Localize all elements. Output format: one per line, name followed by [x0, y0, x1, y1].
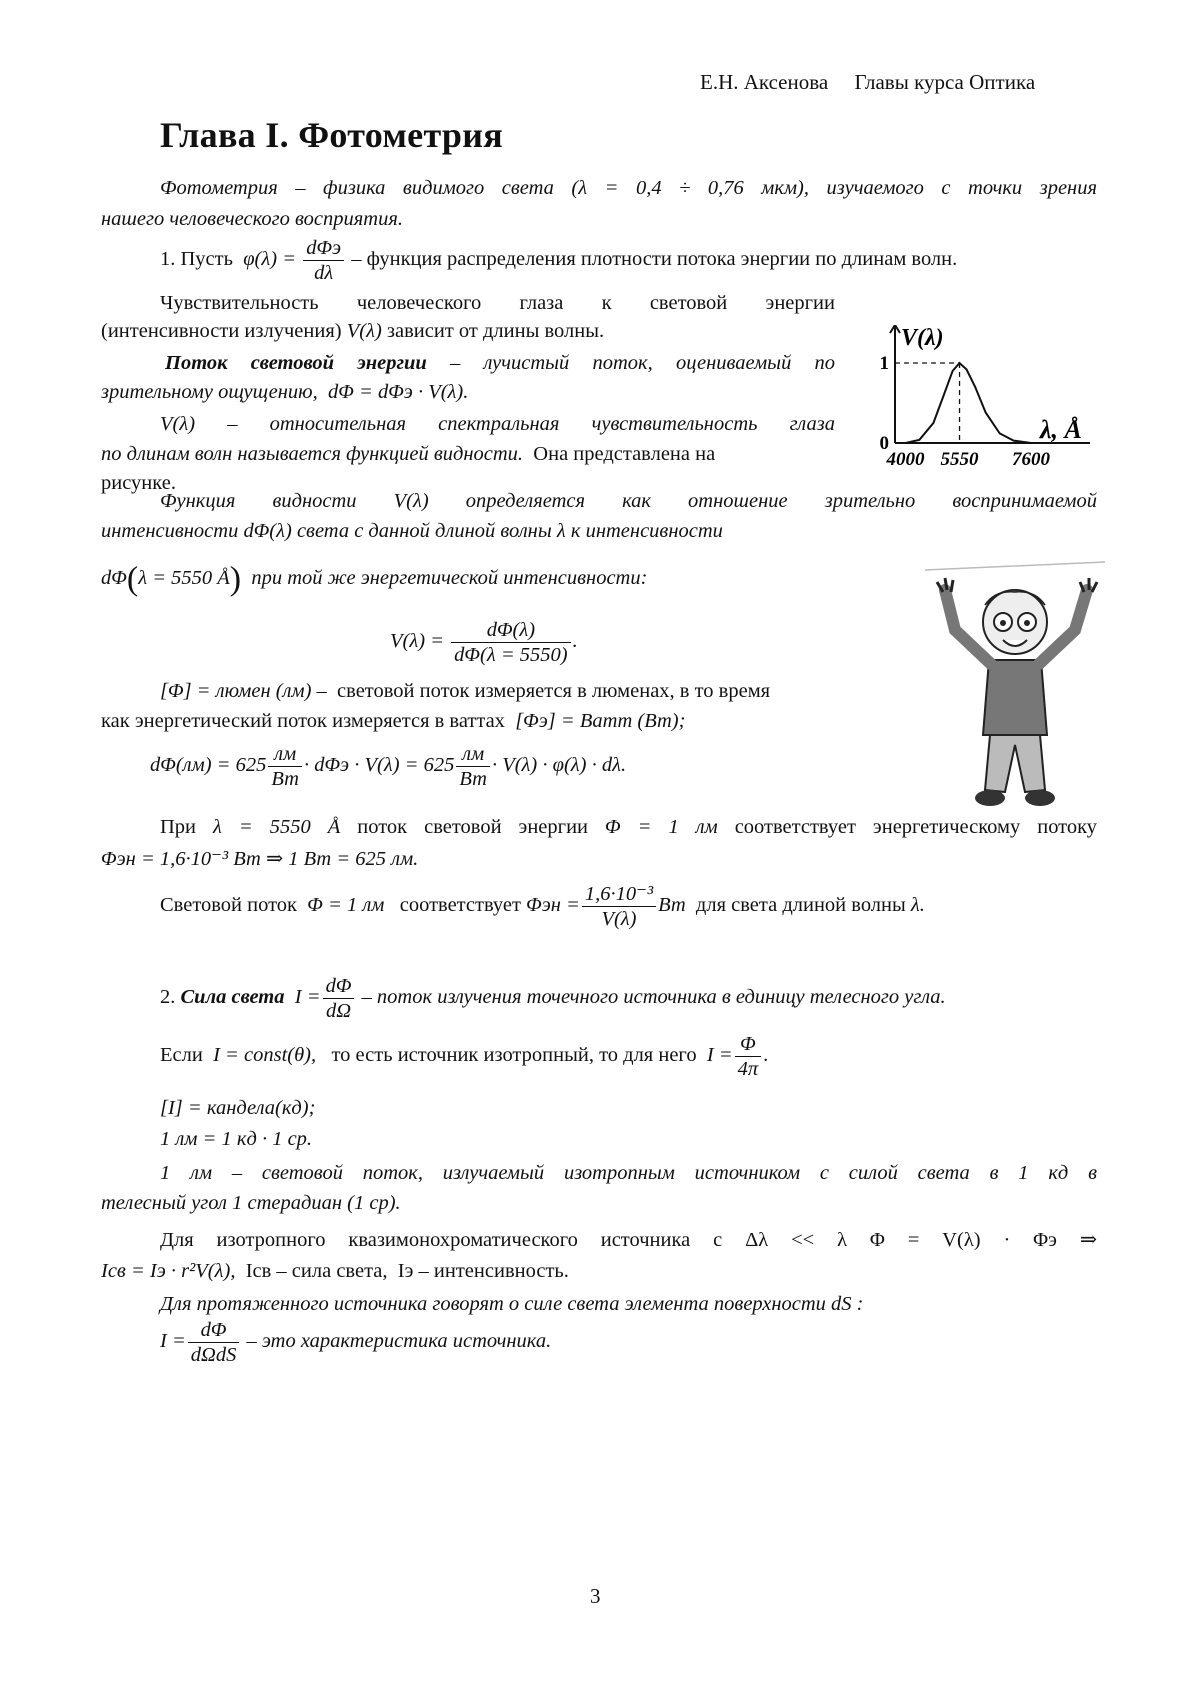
p1-fraction: $\frac{\text{dΦэ}}{d\lambda}$: [303, 236, 344, 285]
flux-equivalence-line: Световой поток Φ = 1 лм соответствует Φэн = $\frac{\text{1,6·10⁻³}}{V(\lambda)}$ Вт для света длиной волны λ.: [160, 883, 925, 930]
chart-y-label: V(λ): [901, 325, 944, 351]
chart-x-label: λ, Å: [1040, 415, 1082, 444]
isotropic-line: Если I = const(θ), то есть источник изотропный, то для него I = $\frac{\Phi}{4\pi}$ .: [160, 1033, 769, 1080]
page-number: 3: [590, 1584, 601, 1608]
x-tick-label: 5550: [940, 449, 979, 470]
lumen-text-line-1: 1 лм – световой поток, излучаемый изотропным источником с силой света в 1 кд в: [160, 1162, 1097, 1184]
vdef-line-2: интенсивности dΦ(λ) света с данной длиной волны λ к интенсивности: [101, 520, 723, 542]
units-line-1: [Φ] = люмен (лм) – световой поток измеряется в люменах, в то время: [160, 680, 771, 702]
chapter-title: Глава I. Фотометрия: [160, 115, 504, 155]
flow-line-2: зрительному ощущению, dΦ = dΦэ · V(λ).: [101, 381, 469, 403]
header-author: Е.Н. Аксенова: [700, 70, 829, 94]
sens-line-2: (интенсивности излучения) V(λ) зависит от длины волны.: [101, 320, 605, 342]
x-tick-label: 7600: [1012, 449, 1051, 470]
visibility-curve: [906, 363, 1032, 443]
sens-line-1: Чувствительность человеческого глаза к световой энергии: [160, 292, 835, 314]
intro-line-1: Фотометрия – физика видимого света (λ = 0,4 ÷ 0,76 мкм), изучаемого с точки зрения: [160, 177, 1097, 199]
visibility-chart: [865, 325, 1100, 480]
quasi-line-2: Iсв = Iэ · r²V(λ), Iсв – сила света, Iэ – интенсивность.: [101, 1260, 569, 1282]
vdef-line-1: Функция видности V(λ) определяется как отношение зрительно воспринимаемой: [160, 490, 1097, 512]
quasi-line-1: Для изотропного квазимонохроматического источника с Δλ << λ Φ = V(λ) · Φэ ⇒: [160, 1229, 1097, 1251]
jumping-boy-illustration: [915, 560, 1115, 820]
vis-line-1: V(λ) – относительная спектральная чувствительность глаза: [160, 413, 835, 435]
chart-tick-labels: [880, 353, 1051, 470]
at5550-line-1: При λ = 5550 Å поток световой энергии Φ = 1 лм соответствует энергетическому потоку: [160, 816, 1098, 838]
vis-line-2: по длинам волн называется функцией видности. Она представлена на: [101, 443, 716, 465]
header-course: Главы курса Оптика: [854, 70, 1036, 94]
candela-unit: [I] = кандела(кд);: [160, 1097, 316, 1119]
vdef-line-3: dΦ(λ = 5550 Å) при той же энергетической интенсивности:: [101, 560, 648, 598]
intro-line-2: нашего человеческого восприятия.: [101, 208, 404, 230]
y-tick-label: 1: [879, 353, 889, 374]
extended-line-2: I = $\frac{d\Phi}{\text{dΩdS}}$ – это характеристика источника.: [160, 1319, 552, 1366]
at5550-line-2: Φэн = 1,6·10⁻³ Вт ⇒ 1 Вт = 625 лм.: [101, 848, 419, 870]
y-tick-label: 0: [879, 433, 889, 454]
lumen-text-line-2: телесный угол 1 стерадиан (1 ср).: [101, 1192, 401, 1214]
extended-line-1: Для протяженного источника говорят о силе света элемента поверхности dS :: [160, 1293, 864, 1315]
formula-lumen: dΦ(лм) = 625 $\frac{лм}{Вт}$ · dΦэ · V(λ) = 625 $\frac{лм}{Вт}$ · V(λ) · φ(λ) · dλ.: [150, 743, 627, 790]
running-header: [700, 70, 1035, 95]
units-line-2: как энергетический поток измеряется в ваттах [Φэ] = Ватт (Вт);: [101, 710, 686, 732]
x-tick-label: 4000: [886, 449, 925, 470]
vis-line-3: рисунке.: [101, 472, 176, 494]
formula-visibility: V(λ) = $\frac{d\Phi(\lambda)}{d\Phi(\lambda = 5550)}$ .: [390, 619, 578, 666]
lumen-definition: 1 лм = 1 кд · 1 ср.: [160, 1128, 313, 1150]
p1-line: 1. Пусть φ(λ) = $\frac{\text{dΦэ}}{d\lambda}$ – функция распределения плотности потока энергии по длинам волн.: [160, 237, 958, 284]
flow-line-1: Поток световой энергии – лучистый поток, оцениваемый по: [165, 352, 836, 374]
p2-line: 2. Сила света I = $\frac{d\Phi}{d\Omega}$ – поток излучения точечного источника в единицу телесного угла.: [160, 975, 946, 1022]
